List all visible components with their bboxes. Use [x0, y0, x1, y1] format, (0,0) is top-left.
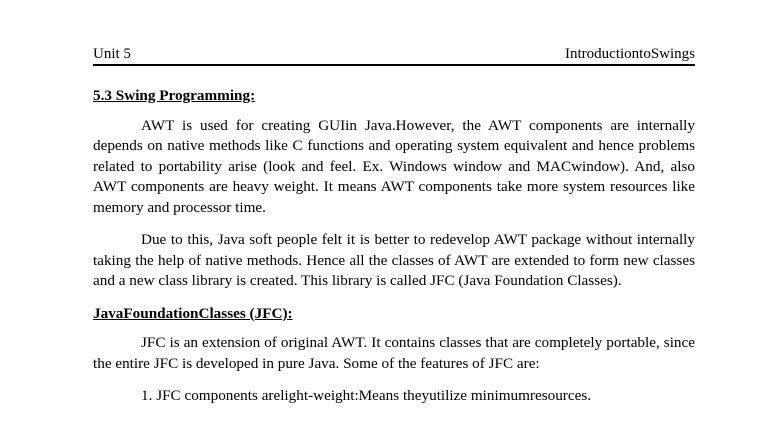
paragraph-jfc-origin: Due to this, Java soft people felt it is better to redevelop AWT package without internally taking the help of native methods. Hence all the classes of AWT are extended to form new classes and a new class library is created. This library is called JFC (Java Foundation Classes). [93, 231, 695, 289]
document-page [93, 0, 695, 441]
document-body [93, 86, 695, 407]
header-chapter-title: IntroductiontoSwings [565, 46, 695, 62]
page-header [93, 44, 695, 64]
header-rule [93, 64, 695, 66]
paragraph-awt-intro: AWT is used for creating GUIin Java.However, the AWT components are internally depends on native methods like C functions and operating system equivalent and hence problems related to portability arise (look and feel. Ex. Windows window and MACwindow). And, also AWT components are heavy weight. It means AWT components take more system resources like memory and processor time. [93, 116, 695, 216]
list-item: 1. JFC components arelight-weight:Means theyutilize minimumresources. [141, 387, 592, 404]
section-heading-jfc: JavaFoundationClasses (JFC): [93, 304, 293, 322]
jfc-features-list [93, 386, 695, 407]
header-unit-label: Unit 5 [93, 46, 131, 62]
paragraph-jfc-features-intro: JFC is an extension of original AWT. It contains classes that are completely portable, since the entire JFC is developed in pure Java. Some of the features of JFC are: [93, 334, 695, 372]
section-heading-swing-programming: 5.3 Swing Programming: [93, 87, 256, 104]
